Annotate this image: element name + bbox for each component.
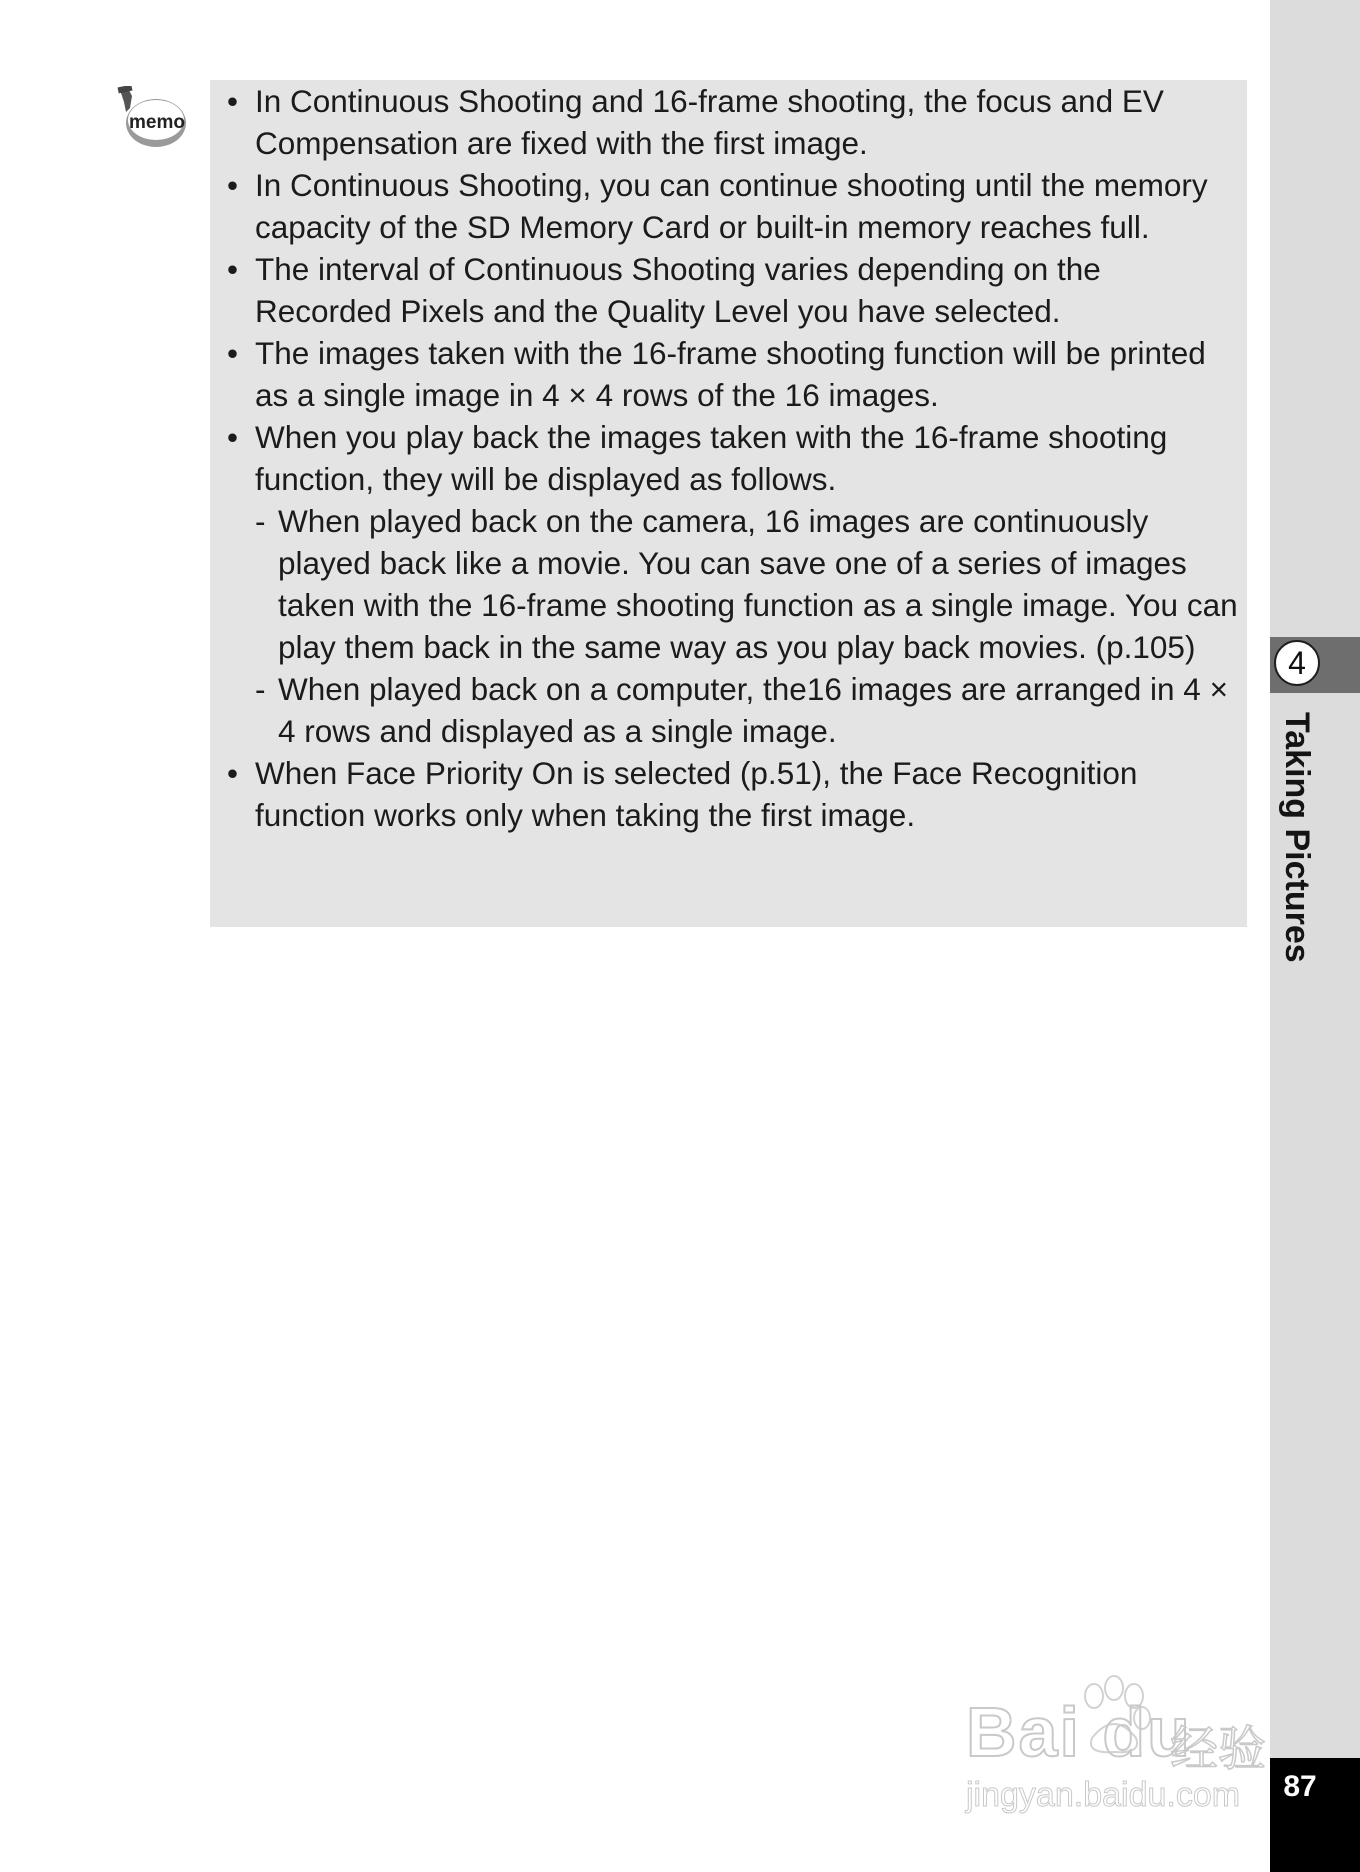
memo-sub-item xyxy=(255,668,1240,752)
memo-sub-item-text: When played back on a computer, the16 images are arranged in 4 × 4 rows and displayed as a single image. xyxy=(278,671,1228,749)
chapter-title: Taking Pictures xyxy=(1278,712,1316,963)
memo-item xyxy=(224,164,1240,248)
bullet: • xyxy=(227,755,239,791)
bullet: • xyxy=(227,419,239,455)
bullet: • xyxy=(227,335,239,371)
memo-item xyxy=(224,248,1240,332)
memo-item xyxy=(224,80,1240,164)
memo-icon xyxy=(116,86,190,152)
memo-item xyxy=(224,332,1240,416)
dash: - xyxy=(255,671,266,707)
memo-item xyxy=(224,416,1240,752)
page-number: 87 xyxy=(1283,1770,1317,1803)
watermark-cn: 经验 xyxy=(1170,1723,1267,1776)
memo-item xyxy=(224,752,1240,836)
watermark-brand: Bai du xyxy=(966,1693,1192,1771)
memo-item-text: The interval of Continuous Shooting varies depending on the Recorded Pixels and the Quality Level you have selected. xyxy=(255,251,1101,329)
memo-item-text: When you play back the images taken with the 16-frame shooting function, they will be displayed as follows. xyxy=(255,419,1168,497)
memo-list xyxy=(224,80,1240,836)
memo-item-text: In Continuous Shooting and 16-frame shooting, the focus and EV Compensation are fixed with the first image. xyxy=(255,83,1164,161)
memo-item-text: When Face Priority On is selected (p.51), the Face Recognition function works only when taking the first image. xyxy=(255,755,1138,833)
bullet: • xyxy=(227,251,239,287)
dash: - xyxy=(255,503,266,539)
memo-sub-list xyxy=(255,500,1240,752)
bullet: • xyxy=(227,83,239,119)
memo-item-text: The images taken with the 16-frame shooting function will be printed as a single image in 4 × 4 rows of the 16 images. xyxy=(255,335,1206,413)
memo-sub-item-text: When played back on the camera, 16 images are continuously played back like a movie. You can save one of a series of images taken with the 16-frame shooting function as a single image. You can play them back in the same way as you play back movies. (p.105) xyxy=(278,503,1238,665)
memo-item-text: In Continuous Shooting, you can continue shooting until the memory capacity of the SD Memory Card or built-in memory reaches full. xyxy=(255,167,1208,245)
bullet: • xyxy=(227,167,239,203)
watermark-url: jingyan.baidu.com xyxy=(966,1776,1241,1814)
chapter-number: 4 xyxy=(1274,640,1320,686)
memo-icon-label: memo xyxy=(129,112,185,133)
memo-sub-item xyxy=(255,500,1240,668)
